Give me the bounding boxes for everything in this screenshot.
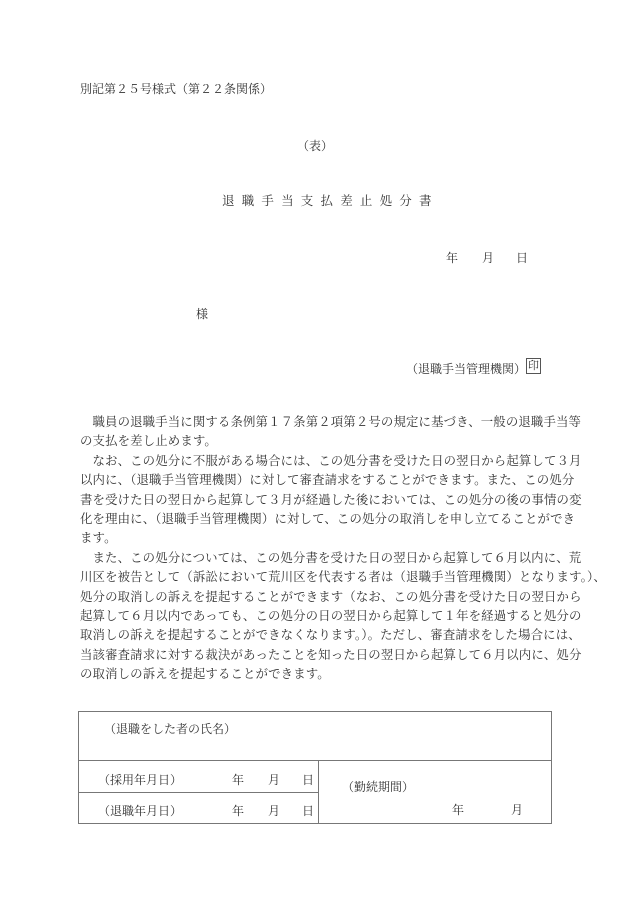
retire-year-label: 年 (232, 804, 245, 818)
body-line: 書を受けた日の翌日から起算して３月が経過した後においては、この処分の後の事情の変 (80, 491, 582, 507)
retire-day-label: 日 (302, 804, 315, 818)
body-line: 当該審査請求に対する裁決があったことを知った日の翌日から起算して６月以内に、処分 (80, 646, 582, 662)
retiree-info-table (78, 711, 552, 824)
date-day-label: 日 (516, 251, 529, 265)
service-period-label: （勤続期間） (342, 780, 415, 794)
table-divider (79, 760, 551, 761)
date-month-label: 月 (482, 251, 495, 265)
side-label: （表） (296, 139, 333, 153)
hire-year-label: 年 (232, 773, 245, 787)
paragraph-suspension (80, 412, 582, 451)
paragraph-lawsuit (80, 548, 606, 684)
addressee-honorific: 様 (196, 307, 209, 321)
body-line: ます。 (80, 530, 117, 546)
body-line: 以内に、（退職手当管理機関）に対して審査請求をすることができます。また、この処分 (80, 472, 575, 488)
service-month-label: 月 (511, 803, 524, 817)
body-line: なお、この処分に不服がある場合には、この処分書を受けた日の翌日から起算して３月 (92, 452, 582, 468)
body-line: 処分の取消しの訴えを提起することができます（なお、この処分書を受けた日の翌日から (80, 588, 582, 604)
date-year-label: 年 (446, 251, 459, 265)
body-line: の支払を差し止めます。 (80, 433, 217, 449)
seal-icon: 印 (528, 359, 539, 372)
paragraph-appeal (80, 451, 582, 548)
body-text (80, 412, 606, 684)
hire-day-label: 日 (302, 773, 315, 787)
hire-date-label: （採用年月日） (98, 773, 183, 787)
body-line: の取消しの訴えを提起することができます。 (80, 666, 330, 682)
body-line: 起算して６月以内であっても、この処分の日の翌日から起算して１年を経過すると処分の (80, 608, 582, 624)
form-number: 別記第２５号様式（第２２条関係） (80, 82, 273, 96)
body-line: 職員の退職手当に関する条例第１７条第２項第２号の規定に基づき、一般の退職手当等 (92, 414, 582, 429)
issuing-authority: （退職手当管理機関） (406, 362, 527, 376)
service-year-label: 年 (452, 803, 465, 817)
retire-date-label: （退職年月日） (98, 804, 183, 818)
table-divider (79, 792, 319, 793)
body-line: 取消しの訴えを提起することができなくなります。）。ただし、審査請求をした場合には、 (80, 627, 581, 643)
retire-month-label: 月 (268, 804, 281, 818)
body-line: また、この処分については、この処分書を受けた日の翌日から起算して６月以内に、荒 (92, 549, 582, 565)
document-title: 退職手当支払差止処分書 (222, 193, 439, 208)
body-line: 化を理由に、（退職手当管理機関）に対して、この処分の取消しを申し立てることができ (80, 511, 576, 527)
body-line: 川区を被告として（訴訟において荒川区を代表する者は（退職手当管理機関）となります。）、 (80, 569, 606, 585)
hire-month-label: 月 (268, 773, 281, 787)
retiree-name-label: （退職をした者の氏名） (104, 722, 237, 736)
